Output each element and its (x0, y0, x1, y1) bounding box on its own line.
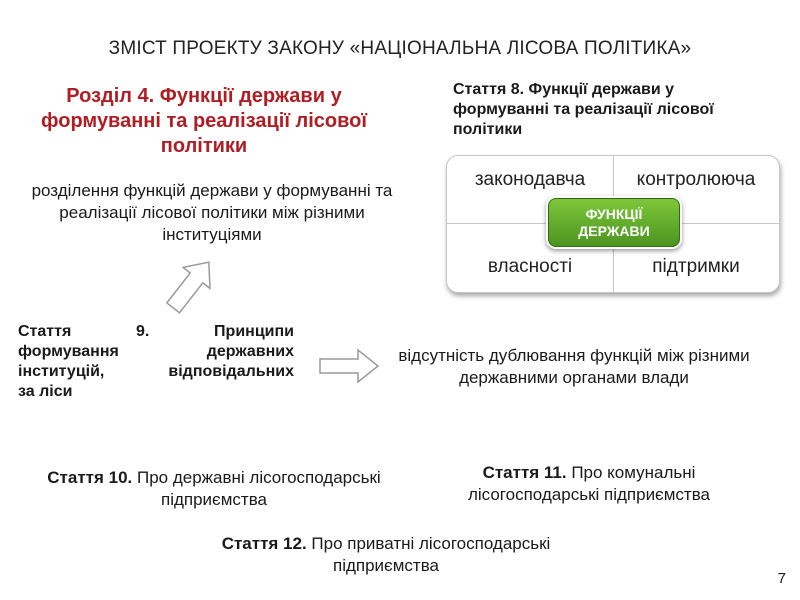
function-control: контролююча (636, 169, 756, 190)
page-number: 7 (777, 570, 786, 587)
article-9-line: за ліси (18, 383, 73, 400)
article-10 (10, 467, 418, 511)
article-9-text (18, 322, 294, 402)
article-11-text: Про комунальні лісогосподарські підприємства (467, 463, 711, 504)
article-12 (180, 533, 592, 577)
function-support: підтримки (652, 256, 740, 277)
function-ownership: власності (487, 256, 573, 277)
article-12-text: Про приватні лісогосподарські підприємства (306, 534, 551, 575)
article-11-label: Стаття 11. (482, 463, 567, 482)
badge-line-2: ДЕРЖАВИ (578, 222, 650, 239)
article-12-label: Стаття 12. (221, 534, 307, 553)
article-8-heading: Стаття 8. Функції держави у формуванні та реалізації лісової політики (453, 81, 714, 138)
article-11 (436, 462, 742, 506)
article-10-label: Стаття 10. (47, 468, 133, 487)
arrow-right-icon (318, 346, 380, 386)
section-heading: Розділ 4. Функції держави у формуванні та реалізації лісової політики (41, 85, 367, 157)
function-legislative: законодавча (474, 169, 586, 190)
division-of-functions-text: розділення функцій держави у формуванні та реалізації лісової політики між різними інституціями (31, 181, 393, 244)
article-9-line: Стаття 9. Принципи (18, 323, 294, 340)
badge-line-1: ФУНКЦІЇ (585, 205, 643, 222)
article-10-text: Про державні лісогосподарські підприємства (132, 468, 381, 509)
article-9-line: інституцій, відповідальних (18, 363, 294, 380)
article-9-line: формування державних (18, 343, 294, 360)
state-functions-badge (548, 198, 680, 247)
no-duplication-text: відсутність дублювання функцій між різними державними органами влади (398, 346, 750, 387)
arrow-up-right-icon (164, 254, 218, 316)
slide-title: ЗМІСТ ПРОЕКТУ ЗАКОНУ «НАЦІОНАЛЬНА ЛІСОВА ПОЛІТИКА» (108, 38, 692, 59)
